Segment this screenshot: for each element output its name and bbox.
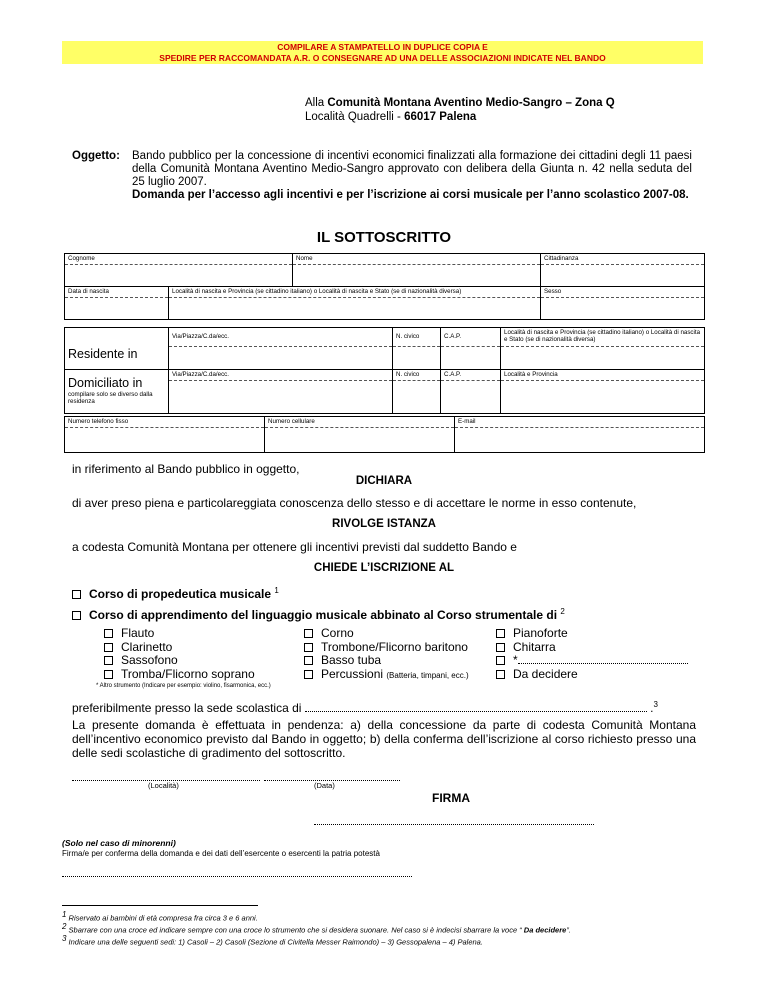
firma-input[interactable] xyxy=(314,816,594,825)
checkbox-icon[interactable] xyxy=(104,656,113,665)
oggetto-section xyxy=(72,150,692,202)
dom-cap-field[interactable] xyxy=(441,370,501,414)
residente-label: Residente in xyxy=(68,347,138,361)
instrument-option[interactable] xyxy=(496,654,688,668)
footnote-end: ”. xyxy=(566,925,571,935)
data-nascita-field[interactable] xyxy=(65,287,169,320)
dom-via-label: Via/Piazza/C.da/ecc. xyxy=(169,370,392,381)
address-prefix: Alla xyxy=(305,97,328,109)
chiede-heading: CHIEDE L’ISCRIZIONE AL xyxy=(313,562,455,574)
rivolge-heading: RIVOLGE ISTANZA xyxy=(332,518,436,530)
minorenni-text: Firma/e per conferma della domanda e dei dati dell’esercente o esercenti la patria potestà xyxy=(62,849,380,858)
data-input[interactable] xyxy=(264,772,400,781)
sesso-field[interactable] xyxy=(541,287,705,320)
address-locality-prefix: Località Quadrelli - xyxy=(305,111,405,123)
instrument-option[interactable] xyxy=(104,654,255,668)
personal-data-table xyxy=(64,253,705,320)
res-localita-label: Località di nascita e Provincia (se cittadino italiano) o Località di nascita e Stato (se di nazionalità diversa) xyxy=(501,328,704,347)
rivolge-text: a codesta Comunità Montana per ottenere gli incentivi previsti dal suddetto Bando e xyxy=(72,540,517,554)
instruction-banner xyxy=(62,41,703,64)
res-localita-field[interactable] xyxy=(501,328,705,370)
email-label: E-mail xyxy=(455,417,704,428)
banner-line-2: SPEDIRE PER RACCOMANDATA A.R. O CONSEGNARE AD UNA DELLE ASSOCIAZIONI INDICATE NEL BANDO xyxy=(159,53,606,63)
corso2-footnote-ref: 2 xyxy=(560,607,565,616)
footnote-text: Riservato ai bambini di età compresa fra circa 3 e 6 anni. xyxy=(68,913,258,923)
contacts-table xyxy=(64,416,705,453)
instrument-option[interactable] xyxy=(104,641,255,655)
instrument-label: Sassofono xyxy=(121,653,178,667)
footnote-3 xyxy=(62,934,483,947)
recipient-address xyxy=(305,96,615,124)
email-field[interactable] xyxy=(455,417,705,453)
corso-strumentale-option[interactable] xyxy=(72,605,565,622)
corso-propedeutica-option[interactable] xyxy=(72,584,279,601)
corso1-label: Corso di propedeutica musicale xyxy=(89,587,272,601)
instrument-option[interactable] xyxy=(104,627,255,641)
instrument-option[interactable] xyxy=(304,627,469,641)
instrument-option[interactable] xyxy=(304,654,469,668)
localita-label: (Località) xyxy=(148,781,179,790)
data-label: (Data) xyxy=(314,781,335,790)
instrument-label: Chitarra xyxy=(513,639,556,654)
instrument-label: Clarinetto xyxy=(121,639,173,654)
domiciliato-note: compilare solo se diverso dalla residenza xyxy=(68,391,153,405)
footnote-text: Indicare una delle seguenti sedi: 1) Casoli – 2) Casoli (Sezione di Civitella Messer Raimondo) – 3) Gessopalena – 4) Palena. xyxy=(68,937,483,947)
sesso-label: Sesso xyxy=(541,287,704,298)
instruments-col2 xyxy=(304,627,469,682)
checkbox-icon[interactable] xyxy=(496,656,505,665)
instrument-label: Percussioni xyxy=(321,666,384,681)
localita-input[interactable] xyxy=(72,772,260,781)
riferimento-text: in riferimento al Bando pubblico in oggetto, xyxy=(72,462,300,476)
checkbox-icon[interactable] xyxy=(104,629,113,638)
instrument-option[interactable] xyxy=(304,641,469,655)
instrument-option[interactable] xyxy=(496,627,688,641)
cognome-label: Cognome xyxy=(65,254,292,265)
checkbox-icon[interactable] xyxy=(304,670,313,679)
instrument-option[interactable] xyxy=(304,668,469,683)
res-civico-label: N. civico xyxy=(393,328,440,347)
cittadinanza-field[interactable] xyxy=(541,254,705,287)
domiciliato-label: Domiciliato in xyxy=(68,376,143,390)
footnote-bold: Da decidere xyxy=(523,925,567,935)
dichiara-text: di aver preso piena e particolareggiata conoscenza dello stesso e di accettare le norme in esso contenute, xyxy=(72,496,637,510)
res-cap-label: C.A.P. xyxy=(441,328,500,347)
oggetto-text: Bando pubblico per la concessione di incentivi economici finalizzati alla formazione dei cittadini degli 11 paesi della Comunità Montana Aventino Medio-Sangro approvato con delibera della Giunta n. 42 nella seduta del 25 luglio 2007. xyxy=(132,150,692,188)
checkbox-icon[interactable] xyxy=(496,629,505,638)
banner-line-1: COMPILARE A STAMPATELLO IN DUPLICE COPIA E xyxy=(277,42,488,52)
checkbox-icon[interactable] xyxy=(304,629,313,638)
pendenza-text: La presente domanda è effettuata in pendenza: a) della concessione da parte di codesta Comunità Montana dell’incentivo economico previsto dal Bando in oggetto; b) della conferma dell’iscrizione al corso richiesto presso una delle sedi scolastiche di gradimento del sottoscritto. xyxy=(72,718,696,760)
footnote-number: 2 xyxy=(62,922,67,931)
address-locality: 66017 Palena xyxy=(404,111,477,123)
oggetto-bold: Domanda per l’accesso agli incentivi e per l’iscrizione ai corsi musicale per l’anno scolastico 2007-08. xyxy=(132,189,689,201)
footnote-number: 3 xyxy=(62,934,67,943)
instrument-label: * xyxy=(513,653,518,667)
nome-field[interactable] xyxy=(293,254,541,287)
footnote-2 xyxy=(62,922,571,935)
tel-fisso-field[interactable] xyxy=(65,417,265,453)
instrument-label: Pianoforte xyxy=(513,626,568,640)
altro-strumento-input[interactable] xyxy=(518,654,688,664)
res-cap-field[interactable] xyxy=(441,328,501,370)
footnote-text: Sbarrare con una croce ed indicare sempre con una croce lo strumento che si desidera suonare. Nel caso si è indecisi sbarrare la voce “ xyxy=(68,925,524,935)
dom-civico-field[interactable] xyxy=(393,370,441,414)
domiciliato-cell xyxy=(65,370,169,414)
dom-localita-field[interactable] xyxy=(501,370,705,414)
instrument-label: Corno xyxy=(321,626,354,640)
dom-civico-label: N. civico xyxy=(393,370,440,381)
instrument-option[interactable] xyxy=(496,668,688,682)
instrument-option[interactable] xyxy=(104,668,255,682)
dom-cap-label: C.A.P. xyxy=(441,370,500,381)
dichiara-heading: DICHIARA xyxy=(355,475,413,487)
cellulare-label: Numero cellulare xyxy=(265,417,454,428)
instrument-label: Tromba/Flicorno soprano xyxy=(121,666,255,681)
footnote-separator xyxy=(62,905,258,906)
checkbox-icon[interactable] xyxy=(104,670,113,679)
address-entity: Comunità Montana Aventino Medio-Sangro – Zona Q xyxy=(327,97,615,109)
instrument-label: Basso tuba xyxy=(321,653,382,667)
luogo-nascita-field[interactable] xyxy=(169,287,541,320)
sede-line: preferibilmente presso la sede scolastica di .$^3$ xyxy=(72,700,658,715)
sede-input[interactable] xyxy=(305,702,647,712)
tutore-firma-input[interactable] xyxy=(62,868,412,877)
tel-fisso-label: Numero telefono fisso xyxy=(65,417,264,428)
sede-footnote-ref: 3 xyxy=(653,700,658,709)
checkbox-icon[interactable] xyxy=(496,643,505,652)
res-via-label: Via/Piazza/C.da/ecc. xyxy=(169,328,392,347)
instrument-label: Da decidere xyxy=(513,666,578,681)
luogo-nascita-label: Località di nascita e Provincia (se cittadino italiano) o Località di nascita e Stato (se di nazionalità diversa) xyxy=(169,287,540,298)
cognome-field[interactable] xyxy=(65,254,293,287)
corso1-footnote-ref: 1 xyxy=(274,586,279,595)
instrument-label: Flauto xyxy=(121,626,155,640)
res-via-field[interactable] xyxy=(169,328,393,370)
cittadinanza-label: Cittadinanza xyxy=(541,254,704,265)
form-title: IL SOTTOSCRITTO xyxy=(316,229,452,246)
instruments-col3 xyxy=(496,627,688,681)
sede-label: preferibilmente presso la sede scolastica di xyxy=(72,701,302,715)
oggetto-label: Oggetto: xyxy=(72,150,120,162)
checkbox-icon[interactable] xyxy=(496,670,505,679)
data-nascita-label: Data di nascita xyxy=(65,287,168,298)
instrument-label: Trombone/Flicorno baritono xyxy=(321,639,468,654)
res-civico-field[interactable] xyxy=(393,328,441,370)
dom-localita-label: Località e Provincia xyxy=(501,370,704,381)
minorenni-label: (Solo nel caso di minorenni) xyxy=(62,838,176,848)
footnote-1 xyxy=(62,910,258,923)
altro-strumento-note: * Altro strumento (Indicare per esempio: violino, fisarmonica, ecc.) xyxy=(96,683,271,689)
checkbox-icon[interactable] xyxy=(304,656,313,665)
percussioni-note: (Batteria, timpani, ecc.) xyxy=(386,670,469,680)
residence-table xyxy=(64,327,705,414)
checkbox-icon[interactable] xyxy=(104,643,113,652)
checkbox-icon[interactable] xyxy=(72,590,81,599)
checkbox-icon[interactable] xyxy=(72,611,81,620)
nome-label: Nome xyxy=(293,254,540,265)
instrument-option[interactable] xyxy=(496,641,688,655)
checkbox-icon[interactable] xyxy=(304,643,313,652)
dom-via-field[interactable] xyxy=(169,370,393,414)
footnote-number: 1 xyxy=(62,910,67,919)
corso2-label: Corso di apprendimento del linguaggio musicale abbinato al Corso strumentale di xyxy=(89,608,558,622)
residente-cell xyxy=(65,328,169,370)
firma-label: FIRMA xyxy=(432,791,470,805)
instruments-col1 xyxy=(104,627,255,681)
cellulare-field[interactable] xyxy=(265,417,455,453)
